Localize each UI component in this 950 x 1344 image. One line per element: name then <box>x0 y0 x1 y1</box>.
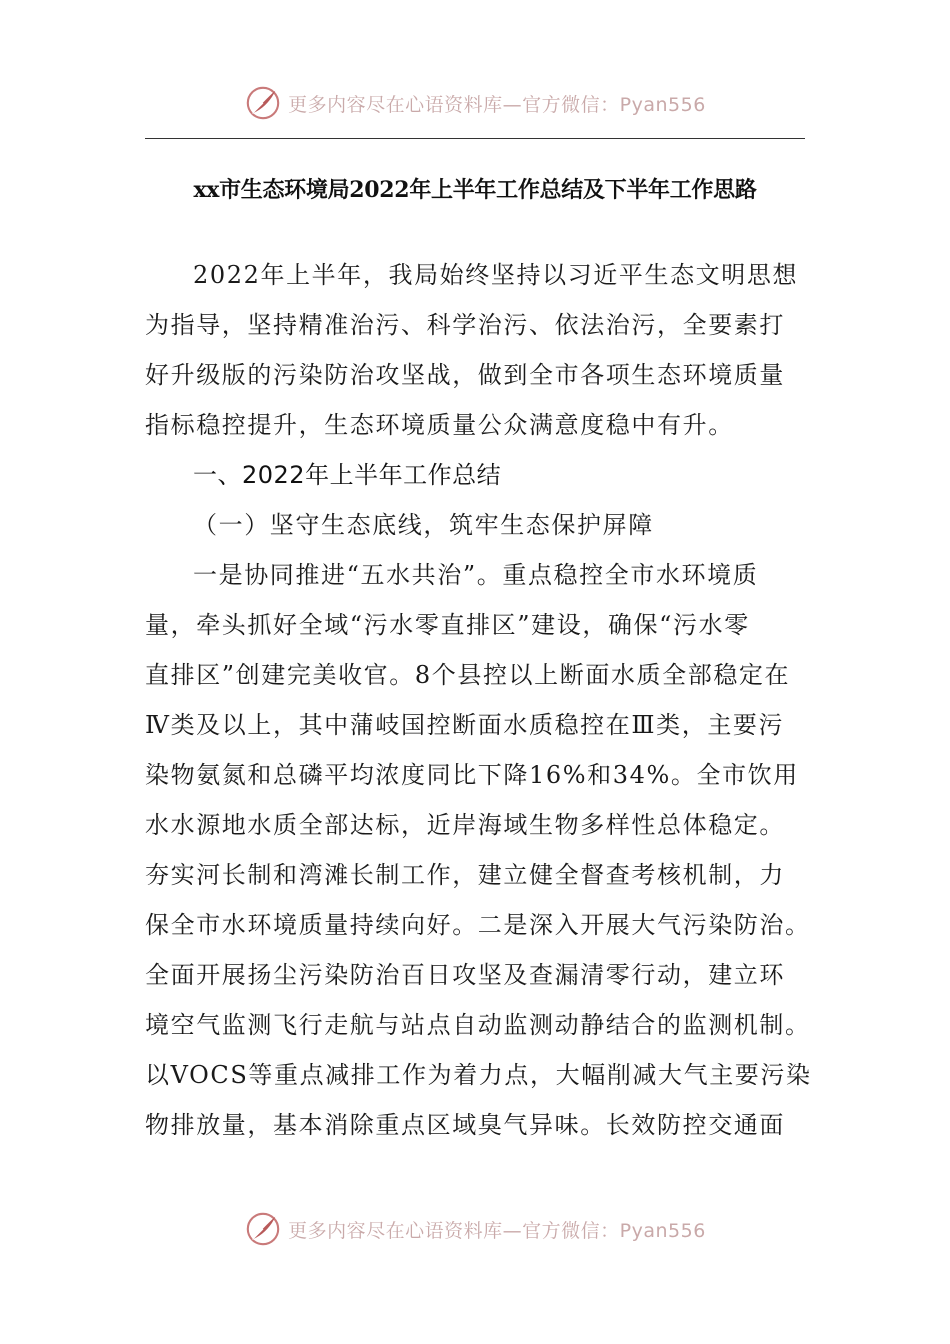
intro-line: 2022年上半年，我局始终坚持以习近平生态文明思想 <box>193 261 799 289</box>
header-divider <box>145 138 805 139</box>
section-line: 物排放量，基本消除重点区域臭气异味。长效防控交通面 <box>145 1111 785 1139</box>
section-line: 以VOCS等重点减排工作为着力点，大幅削减大气主要污染 <box>145 1061 812 1089</box>
section-line: Ⅳ类及以上，其中蒲岐国控断面水质稳控在Ⅲ类，主要污 <box>145 711 785 739</box>
section-line: 染物氨氮和总磷平均浓度同比下降16%和34%。全市饮用 <box>145 761 799 789</box>
quill-pen-logo-icon <box>244 1210 282 1248</box>
section-line: 一是协同推进“五水共治”。重点稳控全市水环境质 <box>193 561 759 589</box>
watermark-text: 更多内容尽在心语资料库—官方微信：Pyan556 <box>288 93 706 116</box>
intro-line: 为指导，坚持精准治污、科学治污、依法治污，全要素打 <box>145 311 785 339</box>
intro-line: 指标稳控提升，生态环境质量公众满意度稳中有升。 <box>145 411 734 439</box>
intro-line: 好升级版的污染防治攻坚战，做到全市各项生态环境质量 <box>145 361 785 389</box>
document-body <box>145 250 812 1150</box>
section-line: 保全市水环境质量持续向好。二是深入开展大气污染防治。 <box>145 911 811 939</box>
header-watermark <box>0 83 950 123</box>
quill-pen-logo-icon <box>244 84 282 122</box>
section-line: 夯实河长制和湾滩长制工作，建立健全督查考核机制，力 <box>145 861 785 889</box>
document-title: xx市生态环境局2022年上半年工作总结及下半年工作思路 <box>193 177 757 203</box>
subsection-heading: （一）坚守生态底线，筑牢生态保护屏障 <box>193 511 654 539</box>
section-line: 水水源地水质全部达标，近岸海域生物多样性总体稳定。 <box>145 811 785 839</box>
section-line: 境空气监测飞行走航与站点自动监测动静结合的监测机制。 <box>145 1011 811 1039</box>
watermark-text: 更多内容尽在心语资料库—官方微信：Pyan556 <box>288 1219 706 1242</box>
footer-watermark <box>0 1209 950 1249</box>
section-line: 直排区”创建完美收官。8个县控以上断面水质全部稳定在 <box>145 661 791 689</box>
section-line: 全面开展扬尘污染防治百日攻坚及查漏清零行动，建立环 <box>145 961 785 989</box>
section-heading: 一、2022年上半年工作总结 <box>193 461 502 489</box>
section-line: 量，牵头抓好全域“污水零直排区”建设，确保“污水零 <box>145 611 750 639</box>
